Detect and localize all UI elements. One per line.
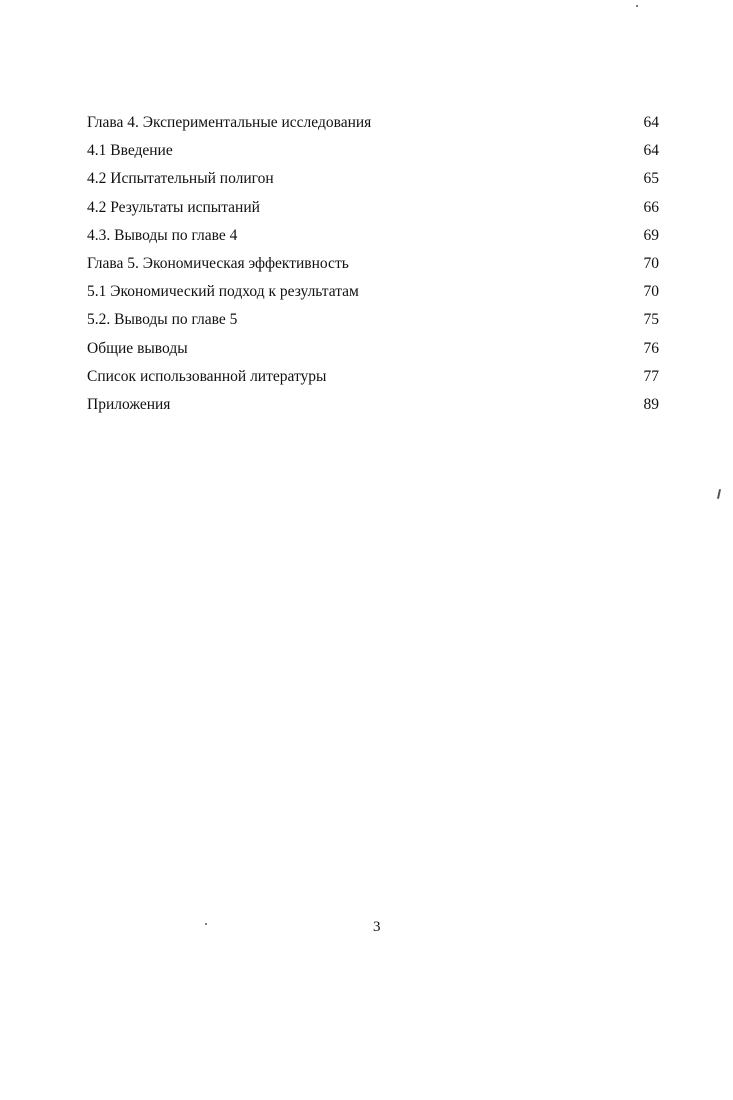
toc-entry-title: Общие выводы: [87, 339, 188, 357]
toc-entry: [87, 139, 659, 167]
toc-entry-title: 4.1 Введение: [87, 142, 173, 160]
toc-entry: [87, 252, 659, 280]
toc-entry-title: 4.3. Выводы по главе 4: [87, 226, 238, 244]
scan-mark: [717, 489, 721, 499]
toc-entry-title: Глава 4. Экспериментальные исследования: [87, 114, 372, 131]
toc-entry-title: 5.2. Выводы по главе 5: [87, 311, 238, 329]
toc-entry: [87, 393, 659, 421]
toc-entry-page: 89: [643, 395, 659, 413]
toc-entry-page: 69: [643, 226, 659, 244]
toc-entry: [87, 196, 659, 224]
page-number: 3: [373, 919, 381, 935]
toc-entry: [87, 167, 659, 195]
toc-entry-page: 75: [643, 311, 659, 329]
toc-entry-title: 5.1 Экономический подход к результатам: [87, 283, 359, 301]
toc-entry: [87, 280, 659, 308]
toc-entry: [87, 111, 659, 139]
toc-entry: [87, 365, 659, 393]
toc-entry-page: 64: [643, 114, 659, 131]
toc-entry-page: 65: [643, 170, 659, 188]
toc-entry-title: 4.2 Результаты испытаний: [87, 198, 260, 216]
toc-entry-page: 70: [643, 254, 659, 272]
toc-entry-title: 4.2 Испытательный полигон: [87, 170, 274, 188]
toc-entry-title: Список использованной литературы: [87, 367, 327, 385]
toc-entry-page: 76: [643, 339, 659, 357]
toc-entry-page: 77: [643, 367, 659, 385]
table-of-contents: [87, 111, 659, 421]
toc-entry: [87, 308, 659, 336]
toc-entry-page: 66: [643, 198, 659, 216]
toc-entry: [87, 224, 659, 252]
scan-speck: [636, 5, 638, 7]
toc-entry-title: Приложения: [87, 395, 171, 413]
toc-entry-page: 64: [643, 142, 659, 160]
toc-entry: [87, 337, 659, 365]
toc-entry-page: 70: [643, 283, 659, 301]
scan-speck: [205, 923, 207, 925]
toc-entry-title: Глава 5. Экономическая эффективность: [87, 254, 349, 272]
